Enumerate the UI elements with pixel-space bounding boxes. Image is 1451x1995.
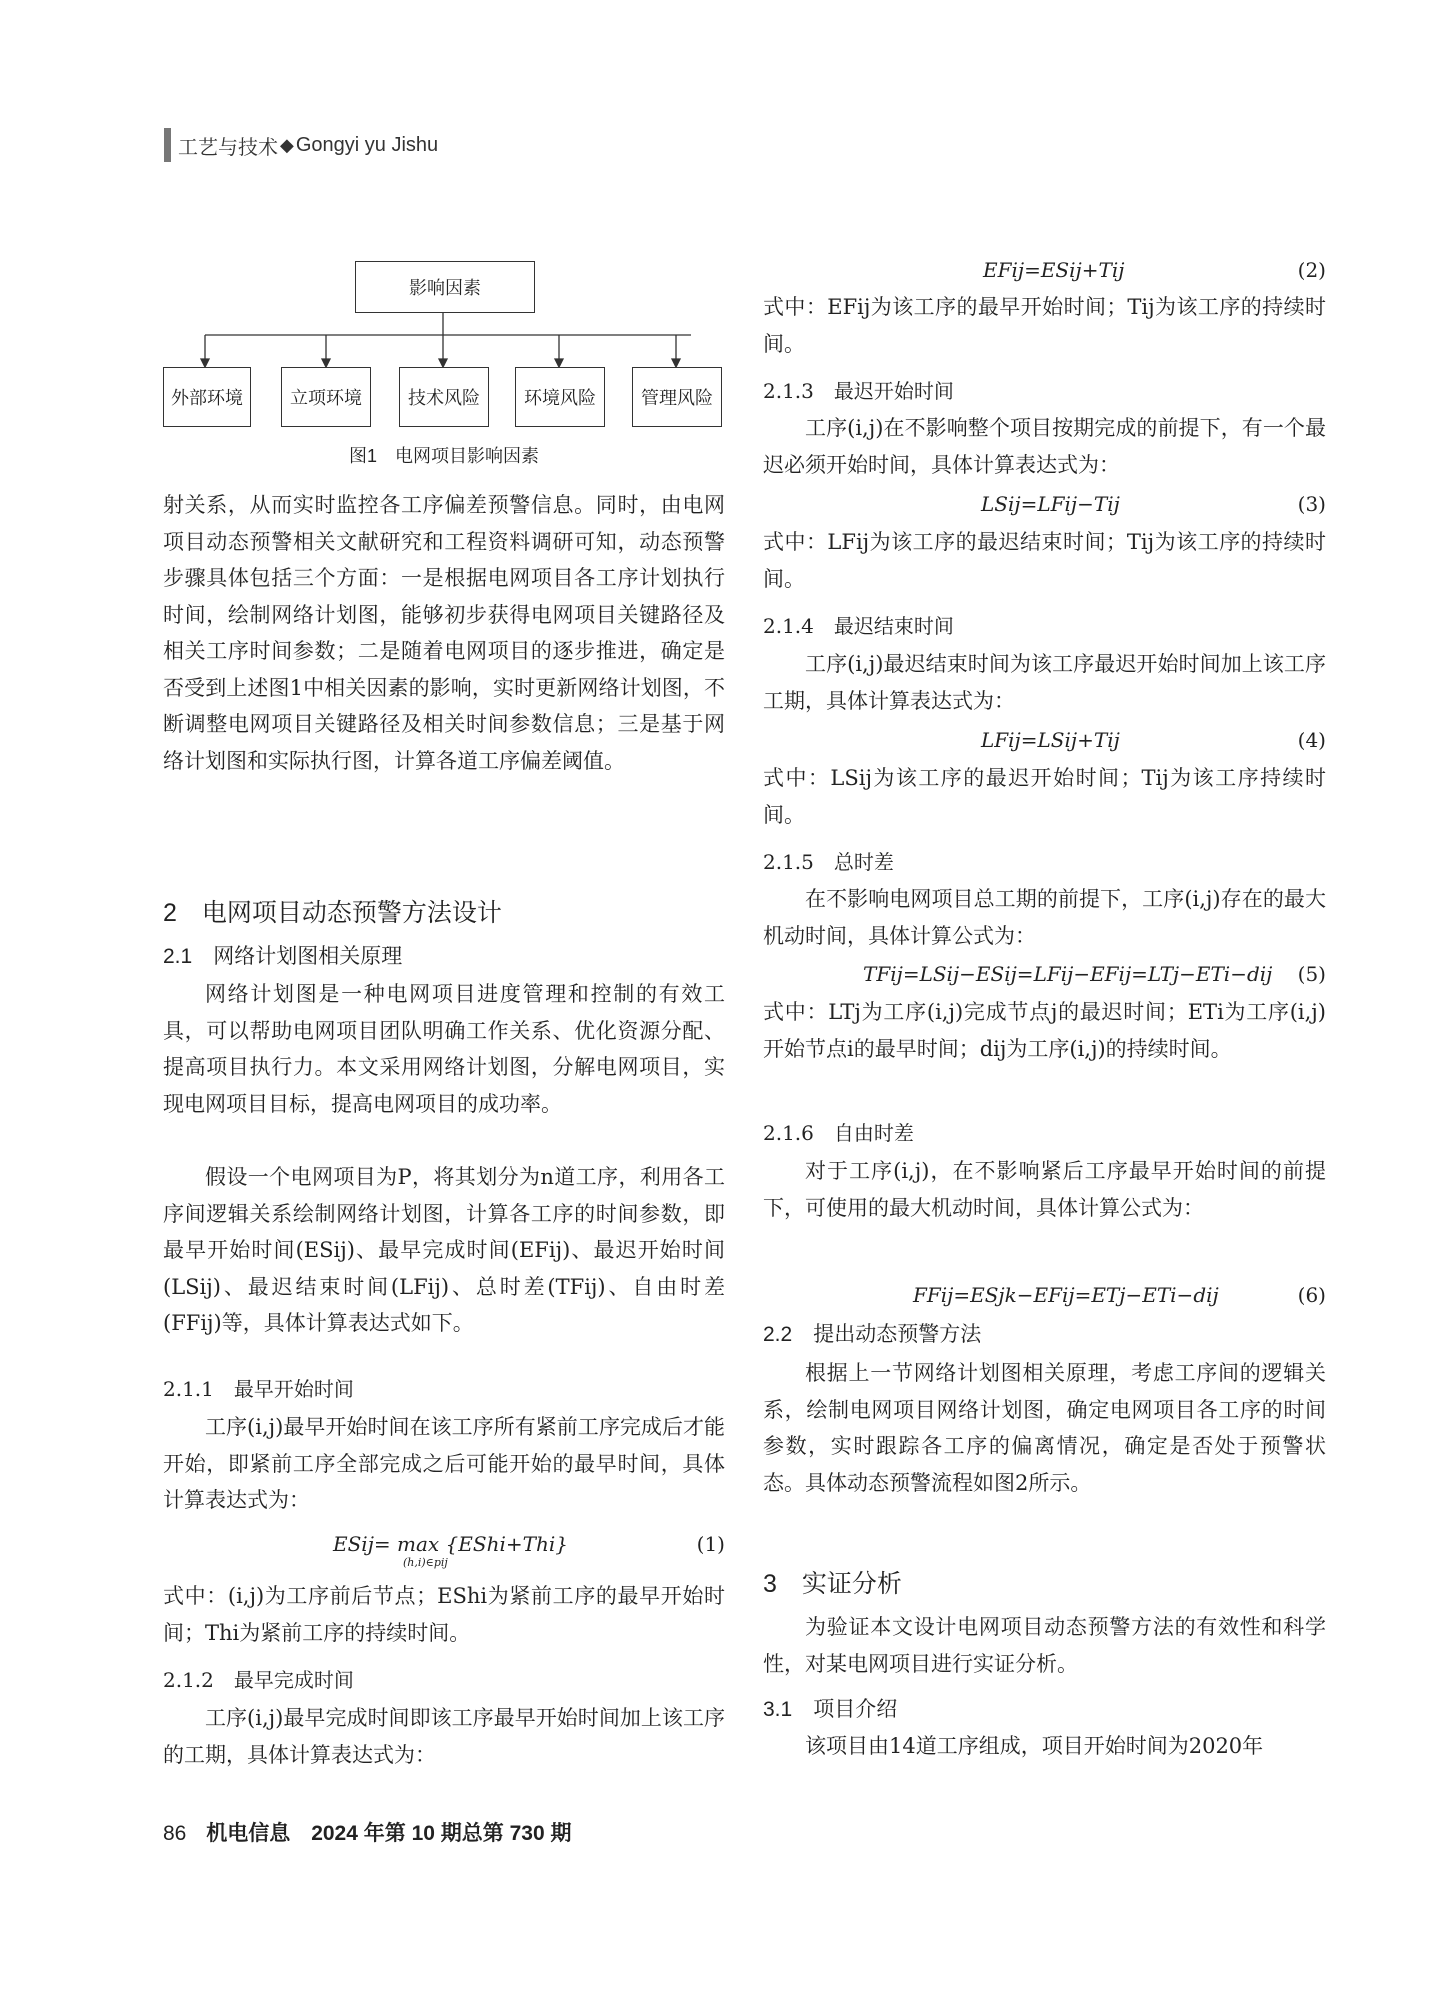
equation-number: (6) — [1297, 1283, 1326, 1307]
figure-caption: 图1 电网项目影响因素 — [348, 446, 539, 466]
subsubsection-heading: 2.1.4 最迟结束时间 — [763, 614, 954, 638]
paragraph: 工序(i,j)最迟结束时间为该工序最迟开始时间加上该工序工期，具体计算表达式为： — [763, 652, 1326, 713]
paragraph: 假设一个电网项目为P，将其划分为n道工序，利用各工序间逻辑关系绘制网络计划图，计算各工序的时间参数，即最早开始时间(ESij)、最早完成时间(EFij)、最迟开始时间(LSij)、最迟结束时间(LFij)、总时差(TFij)、自由时差(FFij)等，具体计算表达式如下。 — [163, 1165, 725, 1335]
subsection-heading: 2.1 网络计划图相关原理 — [163, 945, 403, 968]
page-number: 86 — [163, 1822, 187, 1845]
subsection-heading: 2.2 提出动态预警方法 — [763, 1323, 982, 1346]
paragraph: 工序(i,j)最早开始时间在该工序所有紧前工序完成后才能开始，即紧前工序全部完成之后可能开始的最早时间，具体计算表达式为： — [163, 1415, 725, 1512]
paragraph: 射关系，从而实时监控各工序偏差预警信息。同时，由电网项目动态预警相关文献研究和工程资料调研可知，动态预警步骤具体包括三个方面：一是根据电网项目各工序计划执行时间，绘制网络计划图，能够初步获得电网项目关键路径及相关工序时间参数；二是随着电网项目的逐步推进，确定是否受到上述图1中相关因素的影响，实时更新网络计划图，不断调整电网项目关键路径及相关时间参数信息；三是基于网络计划图和实际执行图，计算各道工序偏差阈值。 — [163, 493, 725, 773]
equation-number: (1) — [696, 1532, 725, 1556]
paragraph: 根据上一节网络计划图相关原理，考虑工序间的逻辑关系，绘制电网项目网络计划图，确定电网项目各工序的时间参数，实时跟踪各工序的偏离情况，确定是否处于预警状态。具体动态预警流程如图2所示。 — [763, 1361, 1326, 1495]
subsubsection-heading: 2.1.3 最迟开始时间 — [763, 379, 954, 403]
header-bar — [164, 128, 171, 162]
paragraph: 工序(i,j)最早完成时间即该工序最早开始时间加上该工序的工期，具体计算表达式为： — [163, 1706, 725, 1767]
paragraph: 式中：(i,j)为工序前后节点；EShi为紧前工序的最早开始时间；Thi为紧前工序的持续时间。 — [163, 1584, 725, 1645]
subsubsection-heading: 2.1.1 最早开始时间 — [163, 1377, 354, 1401]
paragraph: 在不影响电网项目总工期的前提下，工序(i,j)存在的最大机动时间，具体计算公式为： — [763, 887, 1326, 948]
paragraph: 该项目由14道工序组成，项目开始时间为2020年 — [805, 1734, 1264, 1758]
equation-number: (3) — [1297, 492, 1326, 516]
child-box: 技术风险 — [399, 367, 489, 427]
child-box: 立项环境 — [281, 367, 371, 427]
subsubsection-heading: 2.1.2 最早完成时间 — [163, 1668, 354, 1692]
child-box: 环境风险 — [515, 367, 605, 427]
paragraph: 式中：LTj为工序(i,j)完成节点j的最迟时间；ETi为工序(i,j)开始节点i的最早时间；dij为工序(i,j)的持续时间。 — [763, 1000, 1326, 1061]
subsection-heading: 3.1 项目介绍 — [763, 1698, 898, 1721]
diamond-icon: ◆ — [280, 134, 294, 155]
paragraph: 式中：EFij为该工序的最早开始时间；Tij为该工序的持续时间。 — [763, 295, 1326, 356]
journal-info: 机电信息 2024 年第 10 期总第 730 期 — [206, 1822, 572, 1845]
subsubsection-heading: 2.1.5 总时差 — [763, 850, 894, 874]
child-box: 外部环境 — [163, 367, 251, 427]
paragraph: 对于工序(i,j)，在不影响紧后工序最早开始时间的前提下，可使用的最大机动时间，具体计算公式为： — [763, 1159, 1326, 1220]
subsubsection-heading: 2.1.6 自由时差 — [763, 1121, 914, 1145]
header-right: Gongyi yu Jishu — [295, 133, 439, 156]
paragraph: 工序(i,j)在不影响整个项目按期完成的前提下，有一个最迟必须开始时间，具体计算表达式为： — [763, 416, 1326, 477]
figure-1 — [163, 255, 725, 465]
header-left: 工艺与技术 — [178, 136, 278, 159]
equation-number: (5) — [1297, 962, 1326, 986]
child-box: 管理风险 — [632, 367, 722, 427]
equation-6: FFij=ESjk−EFij=ETj−ETi−dij — [913, 1283, 1219, 1307]
paragraph: 式中：LSij为该工序的最迟开始时间；Tij为该工序持续时间。 — [763, 766, 1326, 827]
running-header — [164, 128, 438, 162]
equation-5: TFij=LSij−ESij=LFij−EFij=LTj−ETi−dij — [863, 962, 1273, 986]
equation-3: LSij=LFij−Tij — [981, 492, 1120, 516]
page-footer — [163, 1817, 572, 1847]
equation-1-subscript: (h,i)∈pij — [403, 1556, 448, 1569]
equation-1: ESij= max {EShi+Thi} — [333, 1532, 568, 1556]
equation-2: EFij=ESij+Tij — [983, 258, 1125, 282]
equation-number: (4) — [1297, 728, 1326, 752]
equation-number: (2) — [1297, 258, 1326, 282]
section-heading: 3 实证分析 — [763, 1570, 902, 1598]
root-box: 影响因素 — [355, 261, 535, 313]
paragraph: 网络计划图是一种电网项目进度管理和控制的有效工具，可以帮助电网项目团队明确工作关系、优化资源分配、提高项目执行力。本文采用网络计划图，分解电网项目，实现电网项目目标，提高电网项目的成功率。 — [163, 982, 725, 1116]
section-heading: 2 电网项目动态预警方法设计 — [163, 899, 502, 927]
equation-4: LFij=LSij+Tij — [981, 728, 1120, 752]
paragraph: 为验证本文设计电网项目动态预警方法的有效性和科学性，对某电网项目进行实证分析。 — [763, 1615, 1326, 1676]
paragraph: 式中：LFij为该工序的最迟结束时间；Tij为该工序的持续时间。 — [763, 530, 1326, 591]
